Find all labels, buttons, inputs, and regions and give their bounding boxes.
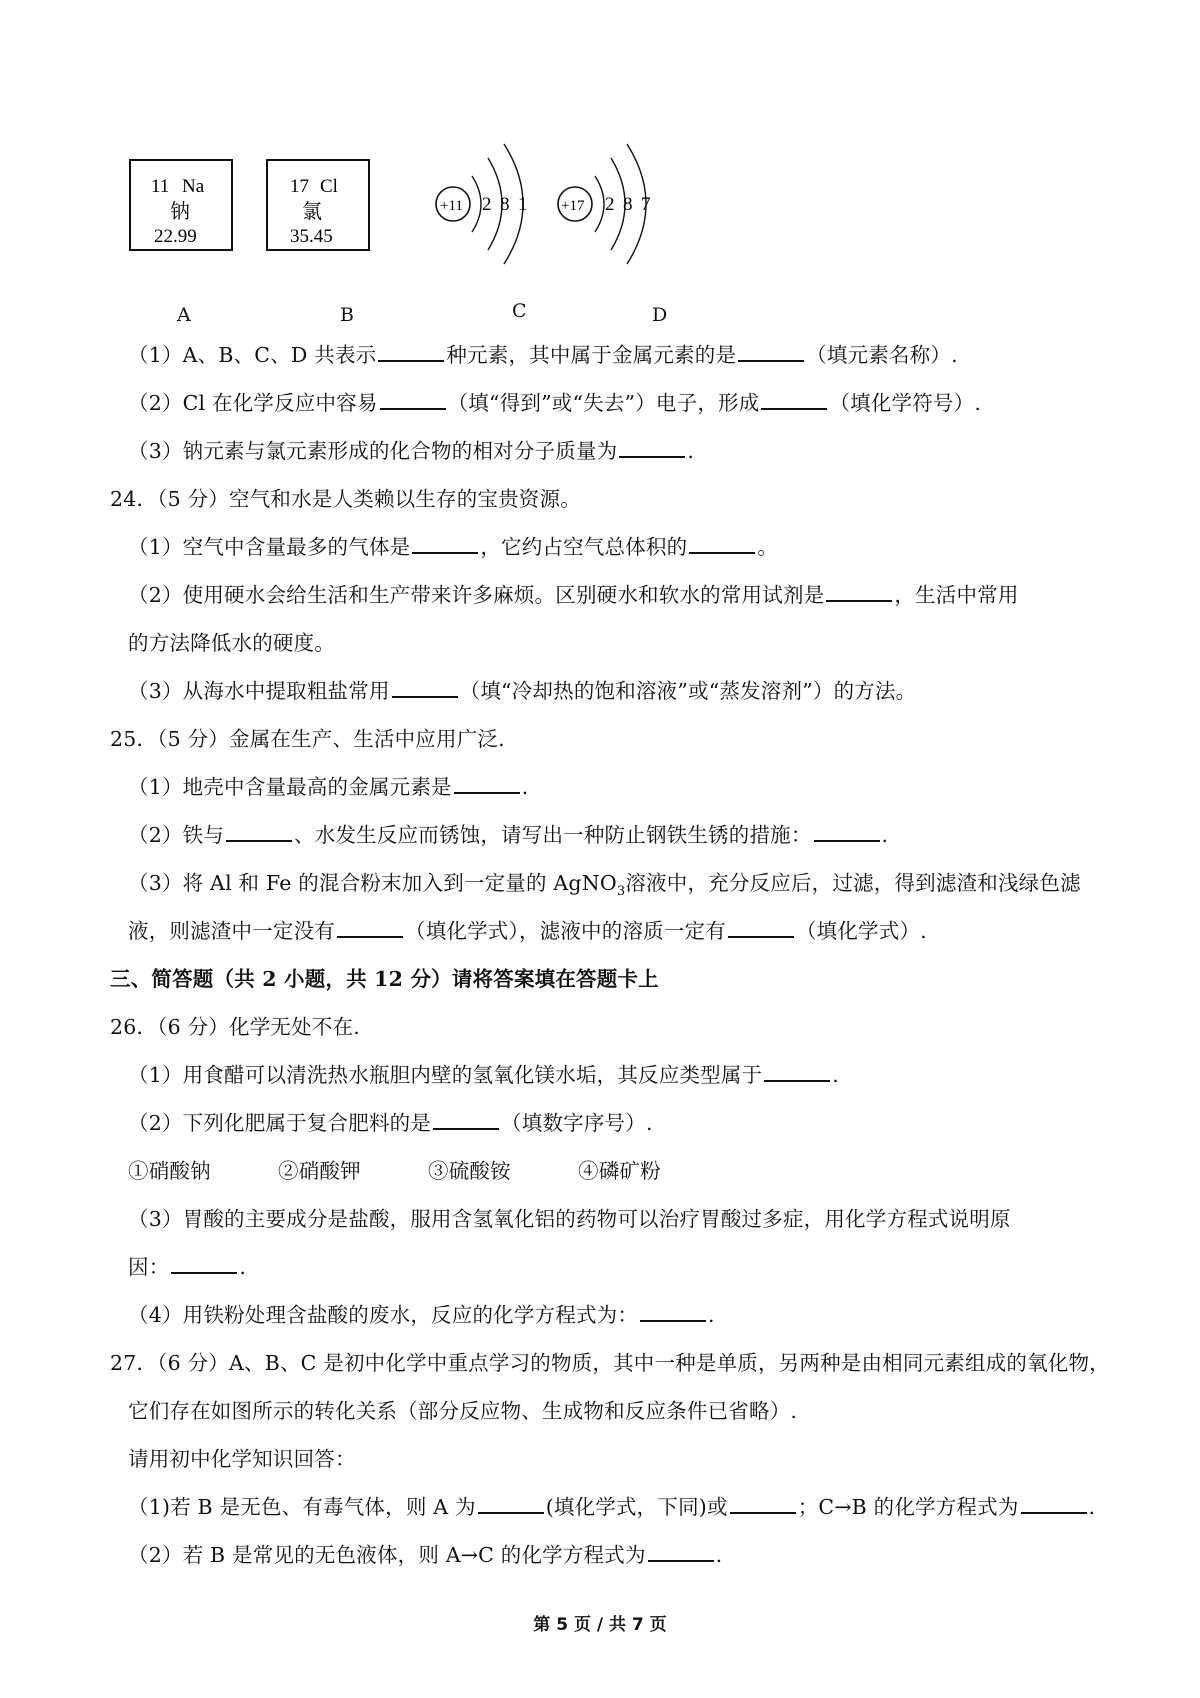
q26-part3: （3）胃酸的主要成分是盐酸，服用含氢氧化铝的药物可以治疗胃酸过多症，用化学方程式说明原 — [128, 1207, 1011, 1231]
answer-blank[interactable] — [337, 916, 403, 938]
q26-part1: （1）用食醋可以清洗热水瓶胆内壁的氢氧化镁水垢，其反应类型属于 . — [128, 1060, 839, 1090]
answer-blank[interactable] — [730, 1492, 796, 1514]
q25-part2: （2）铁与 、水发生反应而锈蚀，请写出一种防止钢铁生锈的措施： . — [128, 820, 888, 850]
q26-options — [128, 1156, 661, 1186]
option-4: ④磷矿粉 — [578, 1159, 661, 1183]
answer-blank[interactable] — [226, 820, 292, 842]
q23-part3: （3）钠元素与氯元素形成的化合物的相对分子质量为 . — [128, 436, 694, 466]
atom-c-nucleus: +11 — [440, 198, 463, 214]
caption-c: C — [512, 300, 527, 322]
answer-blank[interactable] — [392, 676, 458, 698]
answer-blank[interactable] — [454, 772, 520, 794]
element-figure — [120, 140, 680, 290]
answer-blank[interactable] — [478, 1492, 544, 1514]
option-3: ③硫酸铵 — [428, 1159, 511, 1183]
card-b-number: 17 — [290, 176, 309, 197]
q26-title: 26．（6 分）化学无处不在. — [110, 1015, 360, 1039]
q23-part1: （1）A、B、C、D 共表示 种元素，其中属于金属元素的是 （填元素名称）. — [128, 340, 958, 370]
card-b-name: 氯 — [302, 199, 322, 223]
q24-part2-cont: 的方法降低水的硬度。 — [128, 631, 335, 655]
answer-blank[interactable] — [648, 1540, 714, 1562]
page-number-footer: 第 5 页 / 共 7 页 — [533, 1615, 667, 1635]
answer-blank[interactable] — [738, 340, 804, 362]
answer-blank[interactable] — [826, 580, 892, 602]
caption-b: B — [340, 304, 354, 326]
answer-blank[interactable] — [378, 340, 444, 362]
atom-d-shell-3: 7 — [641, 194, 651, 215]
answer-blank[interactable] — [640, 1300, 706, 1322]
q25-title: 25．（5 分）金属在生产、生活中应用广泛. — [110, 727, 505, 751]
q25-part1: （1）地壳中含量最高的金属元素是 . — [128, 772, 528, 802]
answer-blank[interactable] — [412, 532, 478, 554]
card-b-symbol: Cl — [320, 176, 338, 197]
element-card-b — [267, 160, 369, 250]
caption-d: D — [652, 304, 668, 326]
q26-part3-cont: 因： . — [128, 1252, 246, 1282]
q27-line3: 请用初中化学知识回答： — [128, 1447, 356, 1471]
answer-blank[interactable] — [761, 388, 827, 410]
option-1: ①硝酸钠 — [128, 1159, 211, 1183]
q25-part3-cont: 液，则滤渣中一定没有 （填化学式），滤液中的溶质一定有 （填化学式）. — [128, 916, 927, 946]
answer-blank[interactable] — [689, 532, 755, 554]
q26-part4: （4）用铁粉处理含盐酸的废水，反应的化学方程式为： . — [128, 1300, 715, 1330]
subscript-3: 3 — [616, 884, 626, 900]
answer-blank[interactable] — [433, 1108, 499, 1130]
atom-d-nucleus: +17 — [561, 198, 585, 214]
q27-part1: （1)若 B 是无色、有毒气体，则 A 为 (填化学式，下同)或 ；C→B 的化学方程式为 . — [128, 1492, 1095, 1522]
option-2: ②硝酸钾 — [278, 1159, 361, 1183]
q27-line2: 它们存在如图所示的转化关系（部分反应物、生成物和反应条件已省略）. — [128, 1399, 798, 1423]
atom-c-shell-1: 2 — [482, 194, 492, 215]
answer-blank[interactable] — [619, 436, 685, 458]
card-a-symbol: Na — [182, 176, 205, 197]
caption-a: A — [177, 304, 191, 326]
atom-d-shell-1: 2 — [605, 194, 615, 215]
answer-blank[interactable] — [728, 916, 794, 938]
q25-part3: （3）将 Al 和 Fe 的混合粉末加入到一定量的 AgNO$_3$溶液中，充分反应后，过滤，得到滤渣和浅绿色滤 — [128, 871, 1081, 900]
q24-title: 24．（5 分）空气和水是人类赖以生存的宝贵资源。 — [110, 487, 581, 511]
card-a-number: 11 — [151, 176, 170, 197]
card-b-mass: 35.45 — [290, 226, 333, 247]
atom-d-shell-2: 8 — [623, 194, 633, 215]
q26-part2: （2）下列化肥属于复合肥料的是 （填数字序号）. — [128, 1108, 653, 1138]
answer-blank[interactable] — [764, 1060, 830, 1082]
element-card-a — [130, 160, 232, 250]
q23-part2: （2）Cl 在化学反应中容易 （填“得到”或“失去”）电子，形成 （填化学符号）. — [128, 388, 981, 418]
atom-diagram-c — [436, 144, 528, 264]
q24-part2: （2）使用硬水会给生活和生产带来许多麻烦。区别硬水和软水的常用试剂是 ，生活中常用 — [128, 580, 1019, 610]
atom-c-shell-2: 8 — [500, 194, 510, 215]
q24-part3: （3）从海水中提取粗盐常用 （填“冷却热的饱和溶液”或“蒸发溶剂”）的方法。 — [128, 676, 916, 706]
card-a-name: 钠 — [170, 199, 190, 223]
q24-part1: （1）空气中含量最多的气体是 ，它约占空气总体积的 。 — [128, 532, 778, 562]
card-a-mass: 22.99 — [154, 226, 197, 247]
atom-c-shell-3: 1 — [518, 194, 528, 215]
answer-blank[interactable] — [814, 820, 880, 842]
section-heading: 三、简答题（共 2 小题，共 12 分）请将答案填在答题卡上 — [110, 967, 659, 991]
q27-title: 27．（6 分）A、B、C 是初中化学中重点学习的物质，其中一种是单质，另两种是由相同元素组成的氧化物， — [110, 1351, 1110, 1375]
atom-diagram-d — [558, 144, 651, 264]
answer-blank[interactable] — [1021, 1492, 1087, 1514]
answer-blank[interactable] — [171, 1252, 237, 1274]
q27-part2: （2）若 B 是常见的无色液体，则 A→C 的化学方程式为 . — [128, 1540, 722, 1570]
answer-blank[interactable] — [380, 388, 446, 410]
